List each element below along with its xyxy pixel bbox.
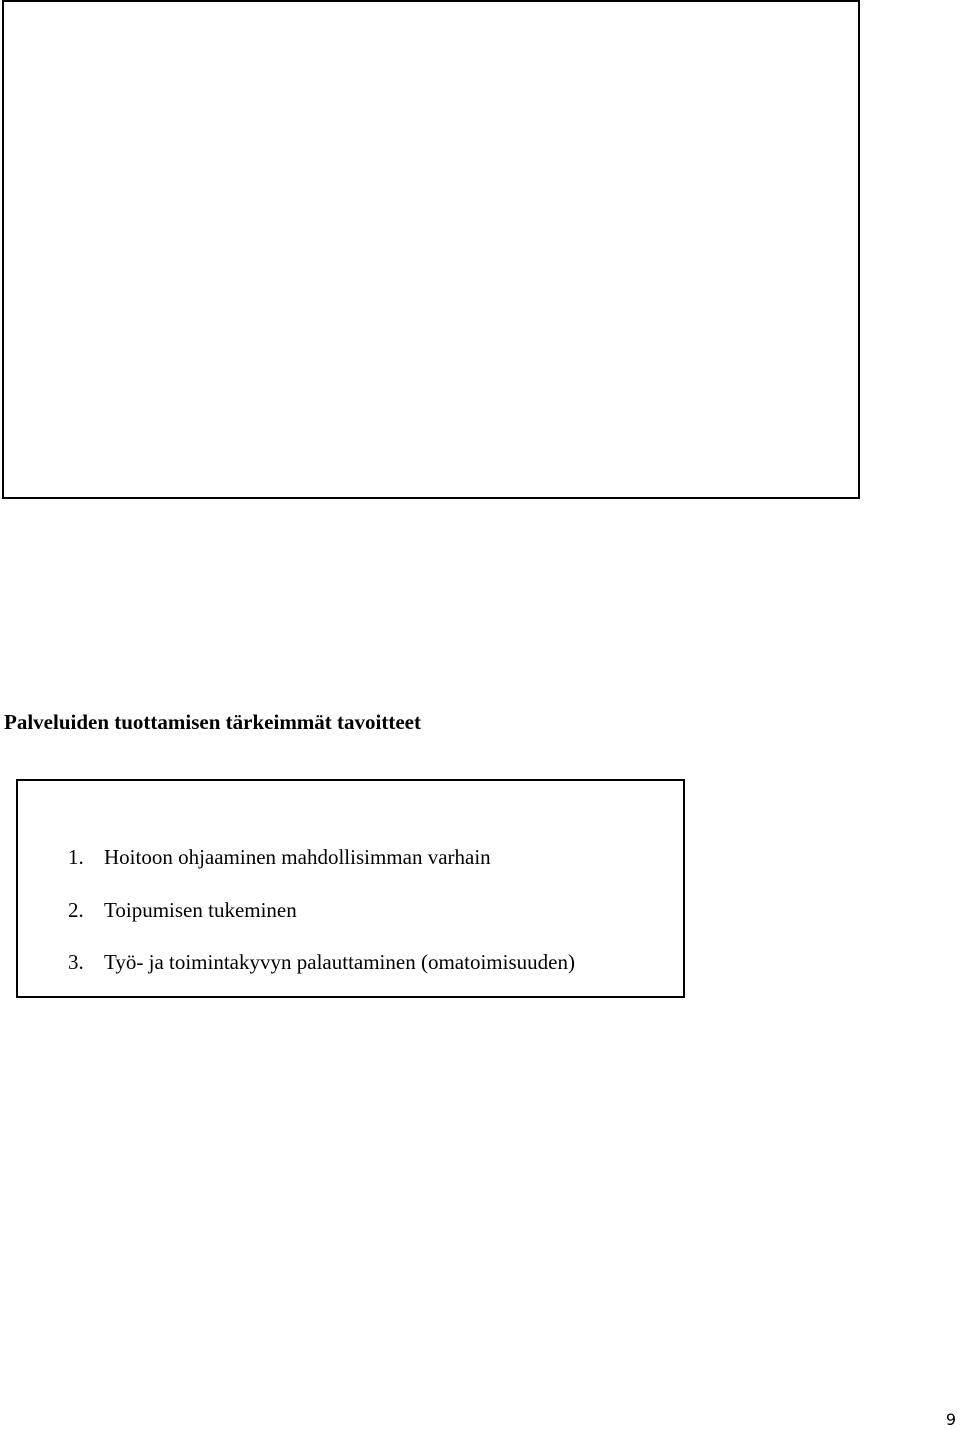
goal-text: Toipumisen tukeminen <box>104 898 297 922</box>
goal-number: 3. <box>68 950 84 974</box>
goal-text: Hoitoon ohjaaminen mahdollisimman varhain <box>104 845 491 869</box>
goals-box <box>16 779 685 998</box>
slide-placeholder-frame <box>2 0 860 499</box>
goal-number: 1. <box>68 845 84 869</box>
goal-item <box>68 847 491 868</box>
goal-text: Työ- ja toimintakyvyn palauttaminen (omatoimisuuden) <box>104 950 575 974</box>
section-heading: Palveluiden tuottamisen tärkeimmät tavoitteet <box>4 710 421 734</box>
goal-item <box>68 952 575 973</box>
page-number: 9 <box>945 1410 956 1429</box>
goal-number: 2. <box>68 898 84 922</box>
goal-item <box>68 900 297 921</box>
